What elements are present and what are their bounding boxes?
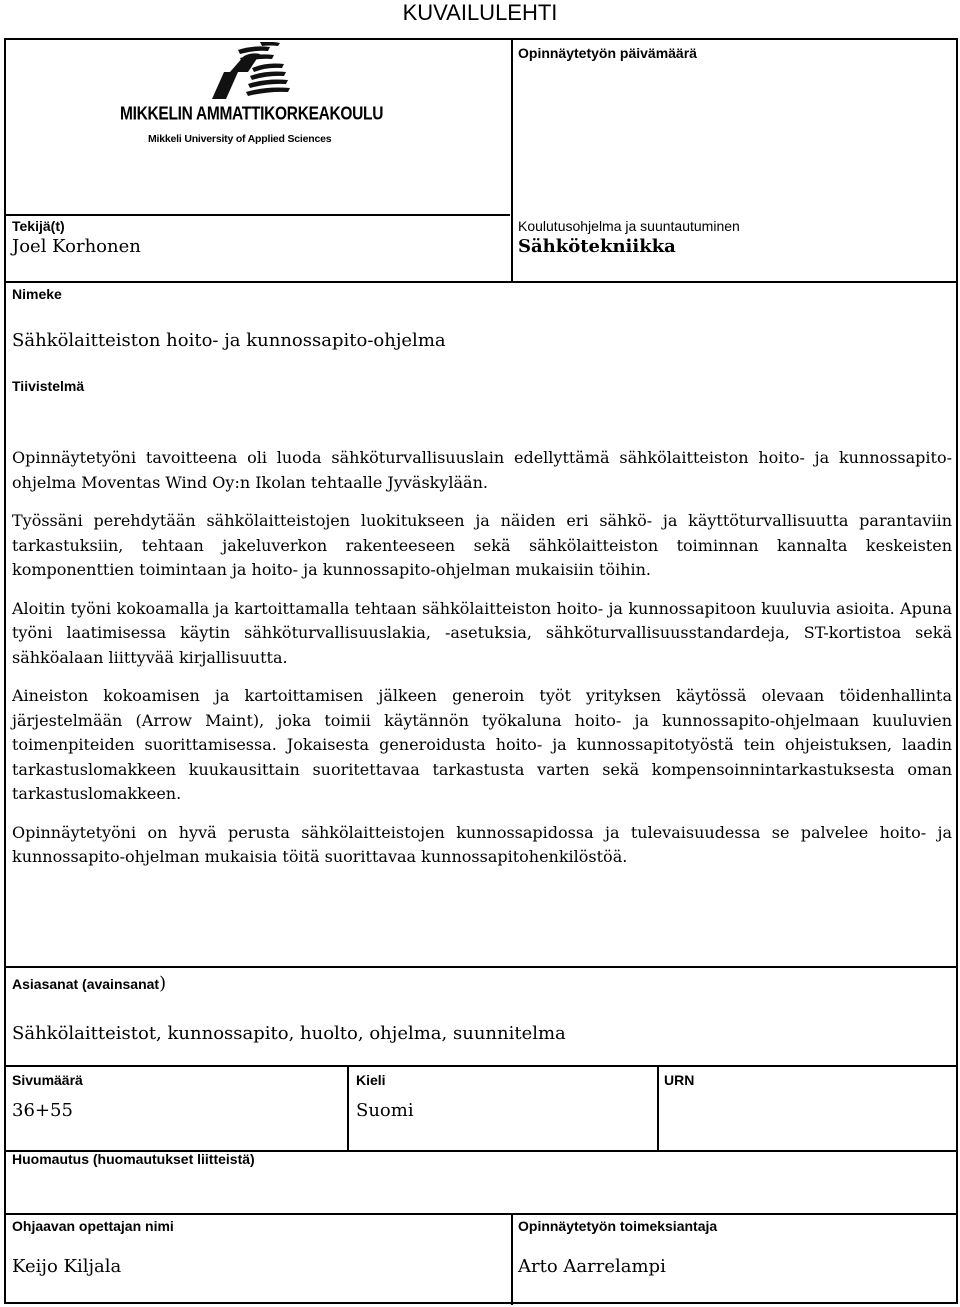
supervisor-value: Keijo Kiljala bbox=[12, 1256, 122, 1277]
thesis-title-label: Nimeke bbox=[12, 286, 62, 302]
university-logo bbox=[120, 42, 384, 192]
logo-emblem-icon bbox=[120, 42, 360, 104]
abstract-paragraph: Opinnäytetyöni on hyvä perusta sähkölaitteistojen kunnossapidossa ja tulevaisuudessa se palvelee hoito- ja kunnossapito-ohjelman mukaisia töitä suorittavaa kunnossapitohenkilöstöä. bbox=[12, 822, 952, 866]
abstract-paragraph: Aloitin työni kokoamalla ja kartoittamalla tehtaan sähkölaitteiston hoito- ja kunnossapitoon kuuluvia asioita. Apuna työni laatimisessa käytin sähköturvallisuuslakia, -asetuksia, sähköturvallisuusstandardeja, ST-kortistoa sekä sähköalaan liittyvää kirjallisuutta. bbox=[12, 598, 952, 667]
commissioner-value: Arto Aarrelampi bbox=[518, 1256, 666, 1277]
urn-label: URN bbox=[664, 1072, 695, 1088]
divider bbox=[6, 1065, 956, 1067]
keywords-value: Sähkölaitteistot, kunnossapito, huolto, ohjelma, suunnitelma bbox=[12, 1023, 566, 1044]
divider bbox=[347, 1065, 349, 1151]
divider bbox=[511, 40, 513, 282]
keywords-label-close: ) bbox=[159, 973, 167, 994]
note-label: Huomautus (huomautukset liitteistä) bbox=[12, 1151, 255, 1167]
keywords-label bbox=[12, 975, 166, 993]
language-value: Suomi bbox=[356, 1100, 414, 1121]
abstract-text bbox=[12, 446, 952, 884]
abstract-paragraph: Opinnäytetyöni tavoitteena oli luoda sähköturvallisuuslain edellyttämä sähkölaitteiston hoito- ja kunnossapito-ohjelma Moventas Wind Oy:n Ikolan tehtaalle Jyväskylään. bbox=[12, 448, 952, 492]
abstract-paragraph: Aineiston kokoamisen ja kartoittamisen jälkeen generoin työt yrityksen käytössä olevaan töidenhallinta järjestelmään (Arrow Maint), joka toimii käytännön työkaluna hoito- ja kunnossapito-ohjelmaan kuuluvien toimenpiteiden suorittamisessa. Jokaisesta generoidusta hoito- ja kunnossapitotyöstä tein ohjeistuksen, laadin tarkastuslomakkeen kuukausittain suoritettavaa tarkastusta varten sekä kompensoinnintarkastuksesta oman tarkastuslomakkeen. bbox=[12, 686, 952, 803]
thesis-title-value: Sähkölaitteiston hoito- ja kunnossapito-ohjelma bbox=[12, 330, 446, 351]
divider bbox=[511, 1213, 513, 1305]
program-value: Sähkötekniikka bbox=[518, 236, 676, 257]
logo-subtitle: Mikkeli University of Applied Sciences bbox=[148, 133, 332, 145]
supervisor-label: Ohjaavan opettajan nimi bbox=[12, 1218, 174, 1234]
divider bbox=[6, 281, 956, 283]
divider bbox=[6, 214, 510, 216]
author-value: Joel Korhonen bbox=[12, 236, 141, 257]
language-label: Kieli bbox=[356, 1072, 386, 1088]
divider bbox=[6, 966, 956, 968]
pages-label: Sivumäärä bbox=[12, 1072, 83, 1088]
author-label: Tekijä(t) bbox=[12, 218, 65, 234]
logo-name: MIKKELIN AMMATTIKORKEAKOULU bbox=[120, 104, 384, 125]
date-label: Opinnäytetyön päivämäärä bbox=[518, 45, 697, 61]
program-label: Koulutusohjelma ja suuntautuminen bbox=[518, 218, 740, 234]
commissioner-label: Opinnäytetyön toimeksiantaja bbox=[518, 1218, 718, 1234]
keywords-label-text: Asiasanat (avainsanat bbox=[12, 976, 160, 992]
divider bbox=[657, 1065, 659, 1151]
description-form bbox=[4, 38, 958, 1304]
abstract-paragraph: Työssäni perehdytään sähkölaitteistojen luokitukseen ja näiden eri sähkö- ja käyttöturvallisuutta parantaviin tarkastuksiin, tehtaan jakeluverkon rakenteeseen sekä sähkölaitteiston toiminnan kannalta keskeisten komponenttien toimintaan ja hoito- ja kunnossapito-ohjelman mukaisiin töihin. bbox=[12, 511, 952, 579]
pages-value: 36+55 bbox=[12, 1100, 73, 1121]
abstract-label: Tiivistelmä bbox=[12, 378, 85, 394]
page-title: KUVAILULEHTI bbox=[402, 0, 558, 25]
divider bbox=[6, 1213, 956, 1215]
